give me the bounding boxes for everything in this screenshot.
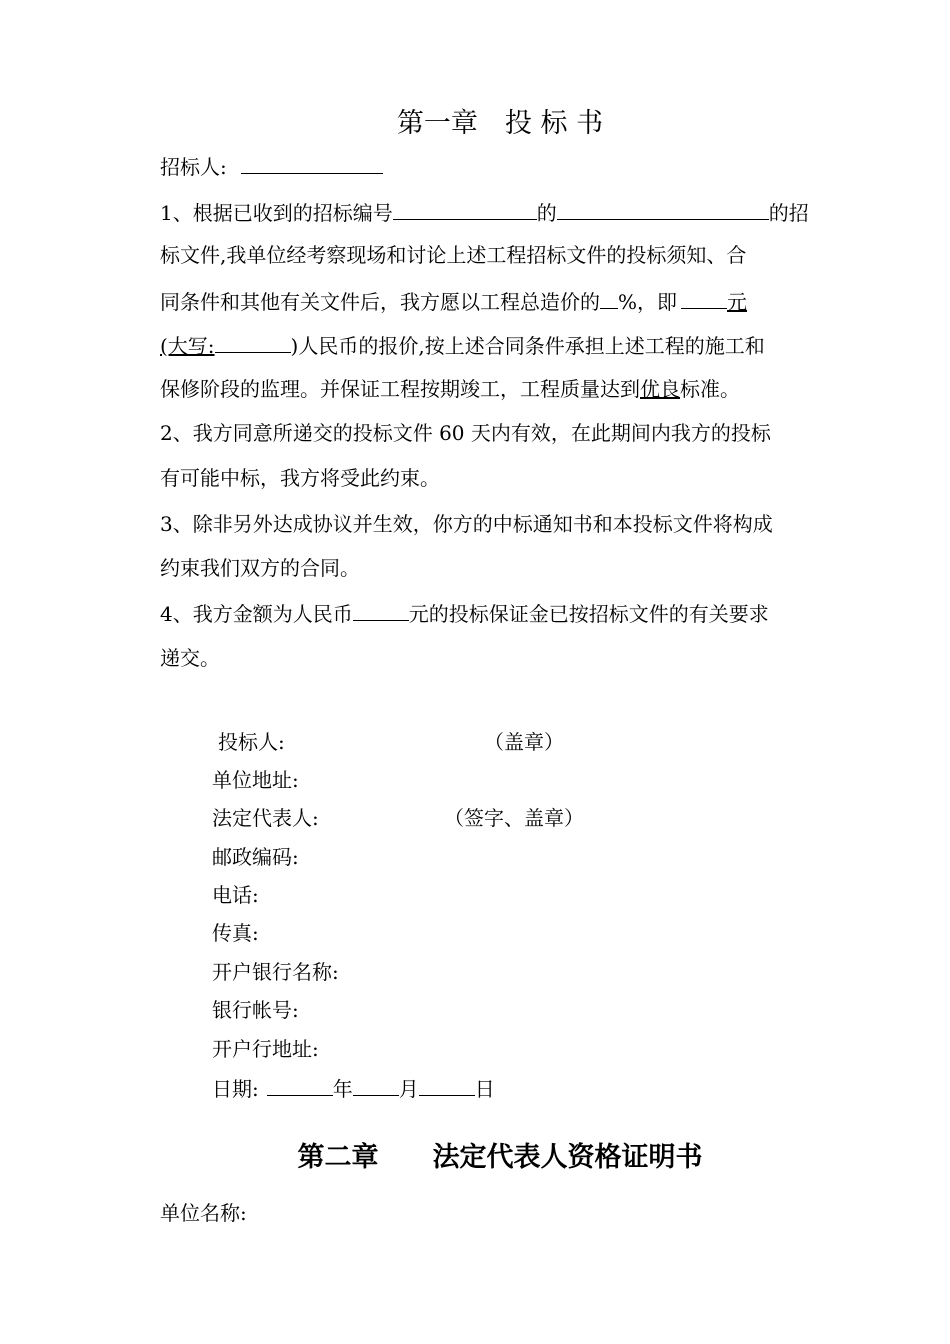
p1-text: 的 — [536, 201, 557, 225]
uppercase-amount-blank — [215, 332, 291, 353]
day-blank — [419, 1075, 475, 1096]
project-name-blank — [557, 199, 769, 220]
p1-line5 — [160, 377, 740, 401]
p4-line1 — [160, 600, 769, 626]
amount-blank — [681, 288, 727, 309]
p1-text: 保修阶段的监理。并保证工程按期竣工，工程质量达到 — [160, 377, 640, 401]
percent-blank — [600, 288, 618, 309]
deposit-amount-blank — [353, 600, 409, 621]
tender-number-blank — [393, 199, 537, 220]
phone-label: 电话: — [212, 883, 259, 907]
bank-name-label: 开户银行名称: — [212, 960, 339, 984]
address-label: 单位地址: — [212, 768, 299, 792]
tenderee-line — [160, 153, 383, 179]
yuan-label: 元 — [727, 290, 748, 314]
bidder-label: 投标人: — [218, 730, 285, 754]
year-label: 年 — [332, 1077, 353, 1101]
date-label: 日期: — [212, 1077, 259, 1101]
date-line — [212, 1075, 495, 1101]
p1-text: )人民币的报价,按上述合同条件承担上述工程的施工和 — [290, 334, 765, 358]
p4-text: 4、我方金额为人民币 — [160, 602, 353, 626]
chapter1-title: 第一章 投 标 书 — [396, 108, 604, 139]
sign-seal-note: （签字、盖章） — [444, 806, 584, 830]
p2-line2: 有可能中标，我方将受此约束。 — [160, 466, 440, 490]
p1-line1 — [160, 199, 809, 225]
p3-line2: 约束我们双方的合同。 — [160, 556, 360, 580]
p1-text: 同条件和其他有关文件后，我方愿以工程总造价的 — [160, 290, 600, 314]
p1-line3 — [160, 288, 747, 314]
tenderee-blank — [241, 153, 383, 174]
bank-address-label: 开户行地址: — [212, 1037, 319, 1061]
seal-note: （盖章） — [484, 730, 564, 754]
year-blank — [267, 1075, 333, 1096]
p4-line2: 递交。 — [160, 646, 220, 670]
p4-text: 元的投标保证金已按招标文件的有关要求 — [408, 602, 769, 626]
p1-text: 标准。 — [680, 377, 740, 401]
postcode-label: 邮政编码: — [212, 845, 299, 869]
p2-line1: 2、我方同意所递交的投标文件 60 天内有效，在此期间内我方的投标 — [160, 421, 771, 445]
unit-name-label: 单位名称: — [160, 1201, 247, 1225]
p1-line4 — [160, 332, 765, 358]
p1-text: 的招 — [768, 201, 809, 225]
p1-text: %，即 — [618, 290, 678, 314]
quality-grade: 优良 — [640, 377, 680, 401]
p3-line1: 3、除非另外达成协议并生效，你方的中标通知书和本投标文件将构成 — [160, 512, 773, 536]
fax-label: 传真: — [212, 921, 259, 945]
legal-rep-label: 法定代表人: — [212, 806, 319, 830]
day-label: 日 — [474, 1077, 495, 1101]
month-label: 月 — [398, 1077, 419, 1101]
p1-text: 1、根据已收到的招标编号 — [160, 201, 393, 225]
chapter2-title: 第二章 法定代表人资格证明书 — [297, 1142, 703, 1173]
uppercase-label: (大写: — [160, 334, 215, 358]
month-blank — [353, 1075, 399, 1096]
bank-account-label: 银行帐号: — [212, 998, 299, 1022]
p1-line2: 标文件,我单位经考察现场和讨论上述工程招标文件的投标须知、合 — [160, 243, 747, 267]
tenderee-label: 招标人: — [160, 155, 227, 179]
